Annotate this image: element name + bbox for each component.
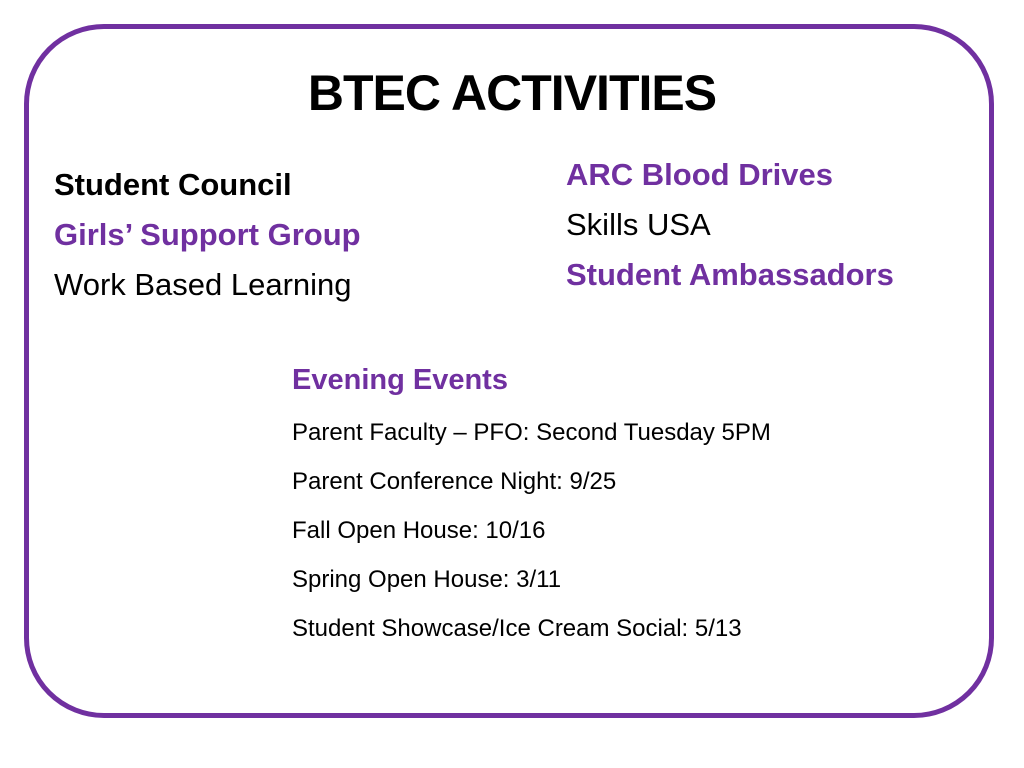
activity-student-council: Student Council (54, 167, 292, 202)
activity-skills-usa: Skills USA (566, 207, 711, 242)
activity-work-based-learning: Work Based Learning (54, 267, 352, 302)
slide-title: BTEC ACTIVITIES (307, 65, 717, 121)
event-item: Parent Faculty – PFO: Second Tuesday 5PM (292, 419, 771, 446)
activity-girls-support-group: Girls’ Support Group (54, 217, 361, 252)
event-item: Spring Open House: 3/11 (292, 566, 562, 593)
activity-arc-blood-drives: ARC Blood Drives (566, 157, 833, 192)
activity-student-ambassadors: Student Ambassadors (566, 257, 894, 292)
event-item: Fall Open House: 10/16 (292, 517, 546, 544)
right-activity-list (566, 150, 894, 300)
left-activity-list (54, 160, 361, 310)
event-item: Student Showcase/Ice Cream Social: 5/13 (292, 615, 742, 642)
event-item: Parent Conference Night: 9/25 (292, 468, 617, 495)
evening-events-heading: Evening Events (292, 364, 508, 396)
evening-events-section (292, 358, 771, 653)
